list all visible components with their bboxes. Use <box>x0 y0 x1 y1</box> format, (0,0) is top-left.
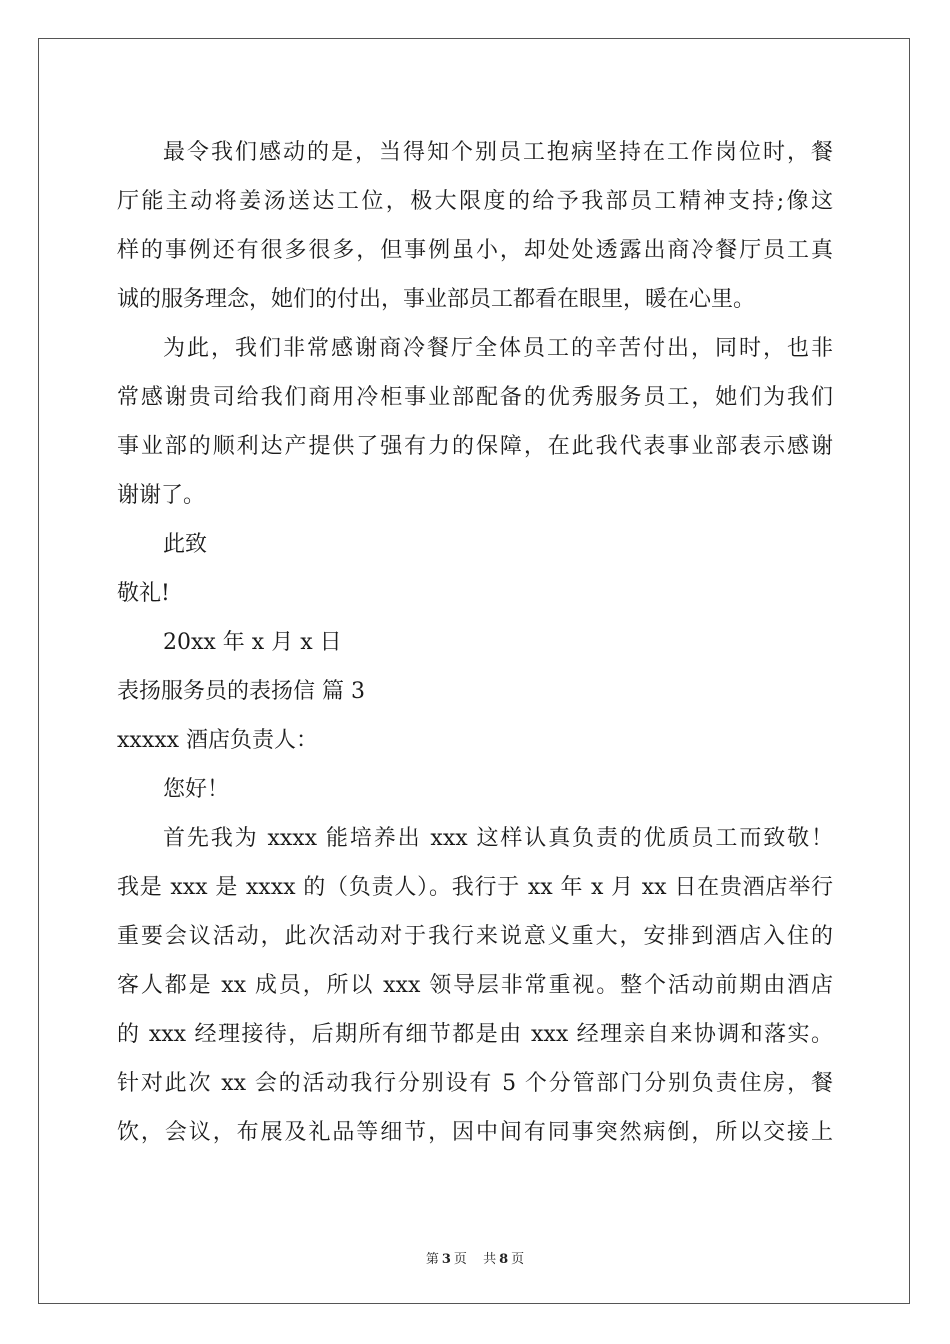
paragraph-line: 为此，我们非常感谢商冷餐厅全体员工的辛苦付出，同时，也非 <box>163 336 833 361</box>
paragraph-line: 客人都是 xx 成员，所以 xxx 领导层非常重视。整个活动前期由酒店 <box>117 973 833 998</box>
paragraph-line: 针对此次 xx 会的活动我行分别设有 5 个分管部门分别负责住房，餐 <box>117 1071 833 1096</box>
page-indicator <box>423 1252 470 1267</box>
total-suffix: 页 <box>511 1252 525 1267</box>
paragraph-line: 重要会议活动，此次活动对于我行来说意义重大，安排到酒店入住的 <box>117 924 833 949</box>
paragraph-line: 首先我为 xxxx 能培养出 xxx 这样认真负责的优质员工而致敬！ <box>163 826 833 851</box>
paragraph-line: 我是 xxx 是 xxxx 的（负责人）。我行于 xx 年 x 月 xx 日在贵酒店举行 <box>117 875 833 900</box>
total-prefix: 共 <box>483 1252 497 1267</box>
paragraph-line: 的 xxx 经理接待，后期所有细节都是由 xxx 经理亲自来协调和落实。 <box>117 1022 833 1047</box>
greeting: 您好！ <box>163 777 230 802</box>
paragraph-line: 常感谢贵司给我们商用冷柜事业部配备的优秀服务员工，她们为我们 <box>117 385 833 410</box>
paragraph-line: 事业部的顺利达产提供了强有力的保障，在此我代表事业部表示感谢 <box>117 434 833 459</box>
letter-date: 20xx 年 x 月 x 日 <box>163 630 342 655</box>
page-suffix: 页 <box>453 1252 467 1267</box>
paragraph-line: 谢谢了。 <box>117 483 206 508</box>
page-footer <box>0 1248 950 1267</box>
paragraph-line: 样的事例还有很多很多，但事例虽小，却处处透露出商冷餐厅员工真 <box>117 238 833 263</box>
page-total-indicator <box>480 1252 527 1267</box>
paragraph-line: 饮，会议，布展及礼品等细节，因中间有同事突然病倒，所以交接上 <box>117 1120 833 1145</box>
letter-recipient: xxxxx 酒店负责人： <box>117 728 319 753</box>
closing-salutation: 此致 <box>163 532 208 557</box>
paragraph-line: 厅能主动将姜汤送达工位，极大限度的给予我部员工精神支持;像这 <box>117 189 833 214</box>
closing-regards: 敬礼! <box>117 581 170 606</box>
page-prefix: 第 <box>425 1252 439 1267</box>
paragraph-line: 最令我们感动的是，当得知个别员工抱病坚持在工作岗位时，餐 <box>163 140 833 165</box>
section-heading: 表扬服务员的表扬信 篇 3 <box>117 679 365 704</box>
paragraph-line: 诚的服务理念，她们的付出，事业部员工都看在眼里，暖在心里。 <box>117 287 756 312</box>
page-total: 8 <box>499 1252 509 1267</box>
document-body <box>117 128 833 1157</box>
page-current: 3 <box>441 1252 451 1267</box>
